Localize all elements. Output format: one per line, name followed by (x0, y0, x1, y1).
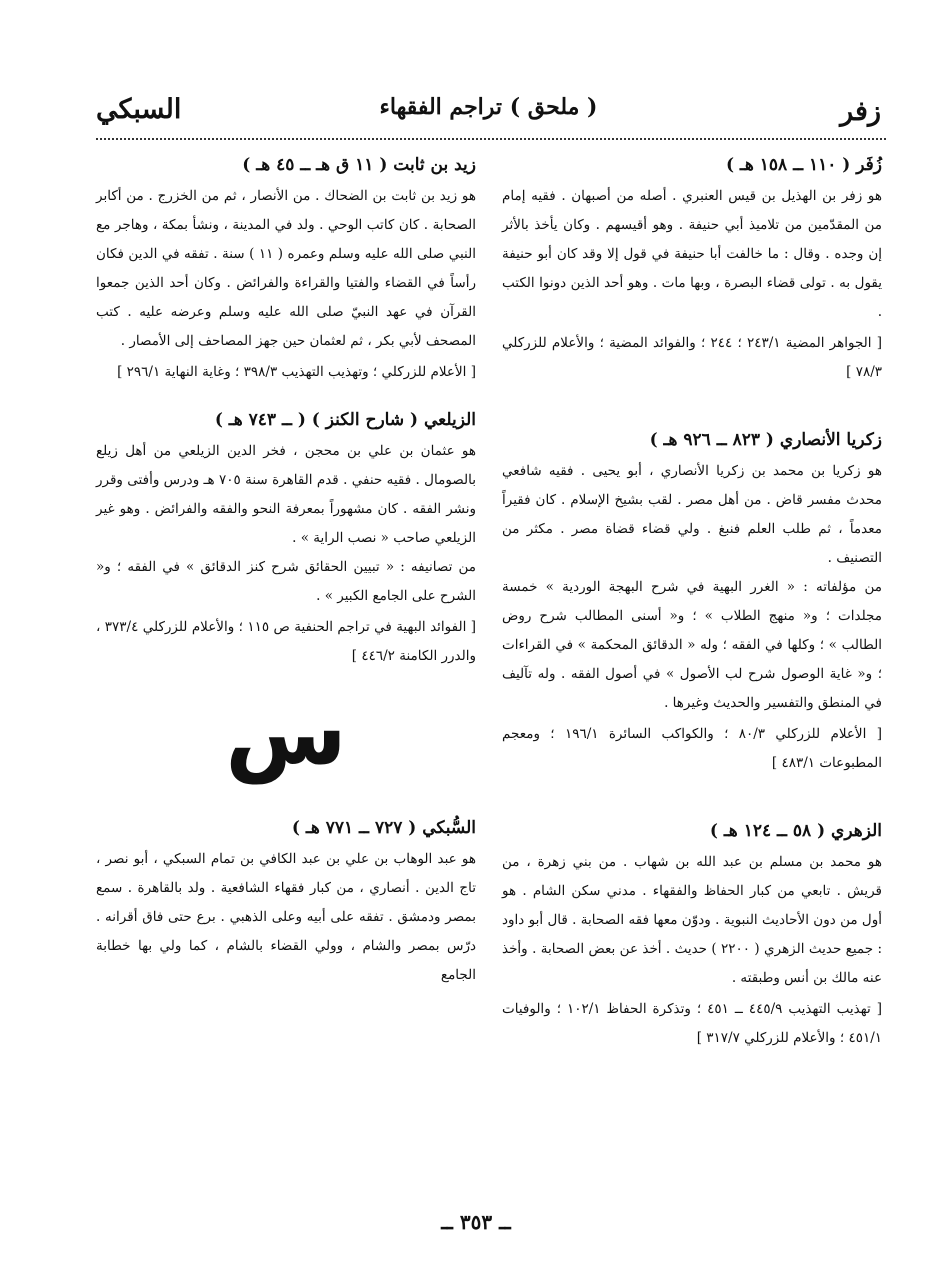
entry-zufar (502, 150, 882, 387)
entry-body: هو زفر بن الهذيل بن قيس العنبري . أصله من أصبهان . فقيه إمام من المقدّمين من تلاميذ أبي حنيفة . وهو أقيسهم . وكان يأخذ بالأثر إن وجده . وقال : ما خالفت أبا حنيفة في قول إلا وقد كان أبو حنيفة يقول به . تولى قضاء البصرة ، وبها مات . وهو أحد الذين دونوا الكتب . (502, 188, 882, 320)
header-dotted-rule (96, 138, 886, 140)
entry-works: من تصانيفه : « تبيين الحقائق شرح كنز الدقائق » في الفقه ؛ و« الشرح على الجامع الكبير » . (96, 559, 476, 604)
entry-references: [ تهذيب التهذيب ٤٤٥/٩ ــ ٤٥١ ؛ وتذكرة الحفاظ ١٠٢/١ ؛ والوفيات ٤٥١/١ ؛ والأعلام للزركلي ٣١٧/٧ ] (502, 1001, 882, 1046)
entry-title: زُفَر ( ١١٠ ــ ١٥٨ هـ ) (725, 155, 882, 175)
header-title: ( ملحق ) تراجم الفقهاء (379, 94, 598, 120)
entry-references: [ الفوائد البهية في تراجم الحنفية ص ١١٥ ؛ والأعلام للزركلي ٣٧٣/٤ ، والدرر الكامنة ٤٤٦/٢ ] (96, 619, 476, 664)
entry-body: هو زيد بن ثابت بن الضحاك . من الأنصار ، ثم من الخزرج . من أكابر الصحابة . كان كاتب الوحي . ولد في المدينة ، ونشأ بمكة ، وهاجر مع النبي صلى الله عليه وسلم وعمره ( ١١ ) سنة . تفقه في الدين فكان رأساً في القضاء والفتيا والقراءة والفرائض . وكان أحد الذين جمعوا القرآن في عهد النبيّ صلى الله عليه وسلم وعرضه عليه . كتب المصحف لأبي بكر ، ثم لعثمان حين جهز المصاحف إلى الأمصار . (96, 188, 476, 349)
entry-al-zuhri (502, 816, 882, 1053)
entry-body: هو زكريا بن محمد بن زكريا الأنصاري ، أبو يحيى . فقيه شافعي محدث مفسر قاض . من أهل مصر . لقب بشيخ الإسلام . كان فقيراً معدماً ، ثم طلب العلم فنبغ . ولي قضاء قضاة مصر . مكثر من التصنيف . (502, 463, 882, 566)
right-column (502, 150, 882, 1071)
entry-zayd-ibn-thabit (96, 150, 476, 387)
entry-title: زكريا الأنصاري ( ٨٢٣ ــ ٩٢٦ هـ ) (649, 430, 882, 450)
entry-title: الزهري ( ٥٨ ــ ١٢٤ هـ ) (709, 821, 882, 841)
entry-body: هو محمد بن مسلم بن عبد الله بن شهاب . من بني زهرة ، من قريش . تابعي من كبار الحفاظ والفقهاء . مدني سكن الشام . هو أول من دون الأحاديث النبوية . ودوّن معها فقه الصحابة . قال أبو داود : جميع حديث الزهري ( ٢٢٠٠ ) حديث . أخذ عن بعض الصحابة . وأخذ عنه مالك بن أنس وطبقته . (502, 854, 882, 986)
left-column (96, 150, 476, 1008)
section-letter-seen: س (225, 681, 347, 784)
entry-references: [ الأعلام للزركلي ؛ وتهذيب التهذيب ٣٩٨/٣ ؛ وغاية النهاية ٢٩٦/١ ] (117, 364, 476, 380)
entry-references: [ الأعلام للزركلي ٨٠/٣ ؛ والكواكب السائرة ١٩٦/١ ؛ ومعجم المطبوعات ٤٨٣/١ ] (502, 726, 882, 771)
header-last-entry: السبكي (96, 94, 182, 125)
entry-title: الزيلعي ( شارح الكنز ) ( ــ ٧٤٣ هـ ) (214, 410, 476, 430)
entry-al-zaylai (96, 405, 476, 671)
entry-body: هو عبد الوهاب بن علي بن عبد الكافي بن تمام السبكي ، أبو نصر ، تاج الدين . أنصاري ، من كبار فقهاء الشافعية . ولد بالقاهرة . سمع بمصر ودمشق . تفقه على أبيه وعلى الذهبي . برع حتى فاق أقرانه . درّس بمصر والشام ، وولي القضاء بالشام ، كما ولي بها خطابة الجامع (96, 851, 476, 983)
header-first-entry: زفر (840, 96, 881, 127)
entry-references: [ الجواهر المضية ٢٤٣/١ ؛ ٢٤٤ ؛ والفوائد المضية ؛ والأعلام للزركلي ٧٨/٣ ] (502, 335, 883, 380)
running-header (96, 92, 881, 132)
entry-body: هو عثمان بن علي بن محجن ، فخر الدين الزيلعي من أهل زيلع بالصومال . فقيه حنفي . قدم القاهرة سنة ٧٠٥ هـ ودرس وأفتى وقرر ونشر الفقه . كان مشهوراً بمعرفة النحو والفقه والفرائض . وهو غير الزيلعي صاحب « نصب الراية » . (96, 443, 476, 546)
entry-title: زيد بن ثابت ( ١١ ق هـ ــ ٤٥ هـ ) (242, 155, 476, 175)
page-number: ــ ٣٥٣ ــ (441, 1210, 511, 1234)
entry-works: من مؤلفاته : « الغرر البهية في شرح البهجة الوردية » خمسة مجلدات ؛ و« منهج الطلاب » ؛ و« أسنى المطالب شرح روض الطالب » ؛ وكلها في الفقه ؛ وله « الدقائق المحكمة » في القراءات ؛ و« غاية الوصول شرح لب الأصول » في أصول الفقه . وله تآليف في المنطق والتفسير والحديث وغيرها . (502, 579, 882, 711)
entry-title: السُّبكي ( ٧٢٧ ــ ٧٧١ هـ ) (291, 818, 476, 838)
entry-zakariya-al-ansari (502, 425, 882, 778)
entry-al-subki (96, 813, 476, 990)
